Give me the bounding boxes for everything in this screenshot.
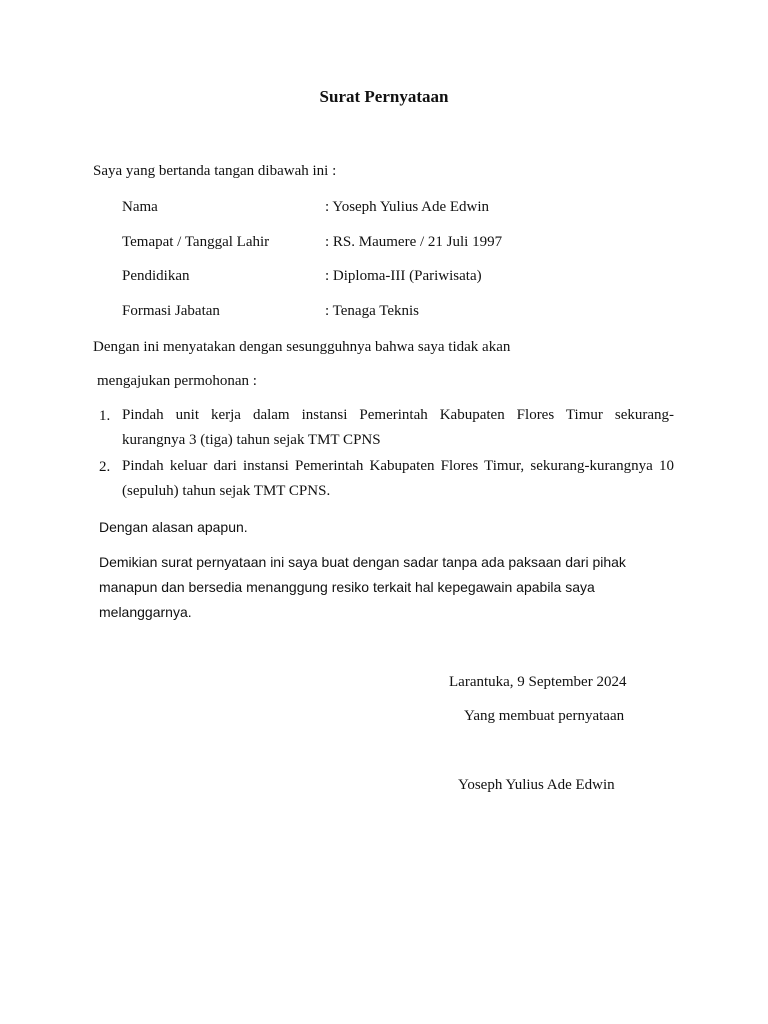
list-item-1-line2: kurangnya 3 (tiga) tahun sejak TMT CPNS: [122, 432, 381, 448]
list-number-1: 1.: [99, 408, 111, 424]
list-item-2: [122, 454, 674, 504]
field-label-nama: Nama: [122, 199, 158, 215]
document-title: Surat Pernyataan: [319, 87, 449, 106]
field-value-pendidikan: : Diploma-III (Pariwisata): [325, 268, 482, 284]
closing-line-1: Demikian surat pernyataan ini saya buat dengan sadar tanpa ada paksaan dari pihak: [99, 554, 626, 570]
field-value-nama: : Yoseph Yulius Ade Edwin: [325, 199, 490, 215]
closing-line-3: melanggarnya.: [99, 604, 192, 620]
field-label-formasi: Formasi Jabatan: [122, 303, 220, 319]
field-label-pendidikan: Pendidikan: [122, 268, 190, 284]
signer-caption: Yang membuat pernyataan: [464, 708, 625, 724]
statement-line-1: Dengan ini menyatakan dengan sesungguhnya bahwa saya tidak akan: [93, 339, 511, 355]
signer-name: Yoseph Yulius Ade Edwin: [458, 777, 615, 793]
statement-line-2: mengajukan permohonan :: [97, 373, 257, 389]
field-value-ttl: : RS. Maumere / 21 Juli 1997: [325, 234, 503, 250]
field-value-formasi: : Tenaga Teknis: [325, 303, 419, 319]
list-item-1-line1: Pindah unit kerja dalam instansi Pemerintah Kabupaten Flores Timur sekurang-: [122, 407, 674, 423]
list-item-2-line2: (sepuluh) tahun sejak TMT CPNS.: [122, 483, 331, 499]
reason-text: Dengan alasan apapun.: [99, 519, 248, 535]
field-label-ttl: Temapat / Tanggal Lahir: [122, 234, 270, 250]
list-item-2-line1: Pindah keluar dari instansi Pemerintah Kabupaten Flores Timur, sekurang-kurangnya 10: [122, 458, 674, 474]
closing-line-2: manapun dan bersedia menanggung resiko terkait hal kepegawain apabila saya: [99, 579, 595, 595]
intro-text: Saya yang bertanda tangan dibawah ini :: [93, 163, 337, 179]
list-item-1: [122, 403, 674, 453]
place-date: Larantuka, 9 September 2024: [449, 674, 627, 690]
list-number-2: 2.: [99, 459, 111, 475]
